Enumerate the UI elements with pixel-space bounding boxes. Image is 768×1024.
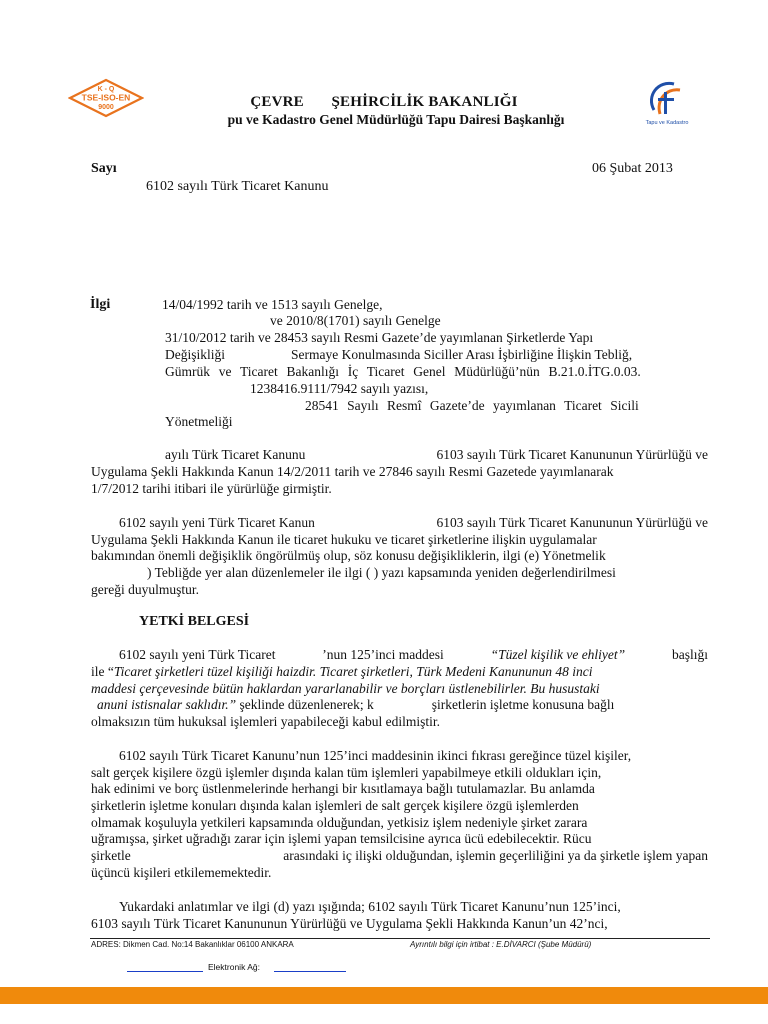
paragraph-3-line: maddesi çerçevesinde bütün haklardan yararlanabilir ve borçları üstlenebilirler. Bu husustaki <box>91 681 600 696</box>
ilgi-item: Sermaye Konulmasında Siciller Arası İşbirliğine İlişkin Tebliğ, <box>291 347 633 362</box>
paragraph-4-line: 6102 sayılı Türk Ticaret Kanunu’nun 125’inci maddesinin ikinci fıkrası gereğince tüzel kişiler, <box>119 748 632 763</box>
paragraph-1-line <box>165 447 708 464</box>
paragraph-3-line <box>97 697 614 714</box>
paragraph-2-line: Uygulama Şekli Hakkında Kanun ile ticaret hukuku ve ticaret şirketlerine ilişkin uygulamalar <box>91 532 597 547</box>
logo-right-caption: Tapu ve Kadastro <box>645 120 689 126</box>
footer-orange-bar <box>0 987 768 1004</box>
ilgi-item: ve 2010/8(1701) sayılı Genelge <box>270 313 441 328</box>
p3-fragment: başlığı <box>671 647 708 662</box>
footer-email-link[interactable] <box>274 971 346 972</box>
footer-email-label: Elektronik Ağ: <box>208 962 260 972</box>
logo-text-line3: 9000 <box>98 104 114 111</box>
p1-fragment: ayılı Türk Ticaret Kanunu <box>165 447 306 462</box>
ministry-title: ÇEVRE ŞEHİRCİLİK BAKANLIĞI <box>250 94 518 110</box>
ilgi-item <box>165 364 708 380</box>
paragraph-2-line: gereği duyulmuştur. <box>91 582 199 597</box>
ilgi-item: 31/10/2012 tarih ve 28453 sayılı Resmi Gazete’de yayımlanan Şirketlerde Yapı <box>165 330 594 345</box>
p3-fragment: Ticaret şirketleri tüzel kişiliği haizdir. Ticaret şirketleri, Türk Medeni Kanununun 48 inci <box>113 664 593 679</box>
paragraph-3-line <box>119 647 708 664</box>
p3-fragment: ’nun 125’inci maddesi <box>322 647 444 662</box>
footer-contact: Ayrıntılı bilgi için irtibat : E.DİVARCI (Şube Müdürü) <box>410 940 592 949</box>
ilgi-item-text: Gümrük ve Ticaret Bakanlığı İç Ticaret Genel Müdürlüğü’nün B.21.0.İTG.0.03. <box>165 364 641 379</box>
logo-text-line2: TSE-ISO-EN <box>81 92 131 103</box>
letter-date: 06 Şubat 2013 <box>592 161 673 176</box>
p3-fragment: 6102 sayılı yeni Türk Ticaret <box>119 647 276 662</box>
ilgi-item: Yönetmeliği <box>165 414 233 429</box>
paragraph-4-line: şirketlerin işletme konuları dışında kalan işlemleri de salt gerçek kişilere özgü işlemlerden <box>91 798 579 813</box>
p2-fragment: 6103 sayılı Türk Ticaret Kanununun Yürürlüğü ve <box>436 515 708 530</box>
paragraph-4-line: uğramışsa, şirket uğradığı zarar için işlemi yapan temsilcisine ayrıca ücü edebilecektir. Rücu <box>91 831 592 846</box>
footer-divider <box>90 938 710 939</box>
p4-fragment: arasındaki iç ilişki olduğundan, işlemin geçerliliğini ya da şirketle işlem yapan <box>283 848 708 863</box>
paragraph-1-line: 1/7/2012 tarihi itibari ile yürürlüğe girmiştir. <box>91 481 332 496</box>
p3-fragment: şirketlerin işletme konusuna bağlı <box>431 697 615 712</box>
paragraph-3-line <box>91 664 708 681</box>
ilgi-item: Değişikliği <box>165 347 225 362</box>
paragraph-4-line: salt gerçek kişilere özgü işlemler dışında kalan tüm işlemleri yapabilmeye etkili oldukları için, <box>91 765 602 780</box>
p3-fragment: “Tüzel kişilik ve ehliyet” <box>490 647 626 662</box>
paragraph-4-line: olmamak koşuluyla yetkileri kapsamında olduğundan, yetkisiz işlem nedeniyle şirket zarara <box>91 815 588 830</box>
paragraph-5-line: 6103 sayılı Türk Ticaret Kanununun Yürürlüğü ve Uygulama Şekli Hakkında Kanun’un 42’nci, <box>91 916 608 931</box>
p3-fragment: anuni istisnalar saklıdır.” <box>97 697 237 712</box>
paragraph-1-line: Uygulama Şekli Hakkında Kanun 14/2/2011 tarih ve 27846 sayılı Resmi Gazetede yayımlanarak <box>91 464 614 479</box>
letter-subject: 6102 sayılı Türk Ticaret Kanunu <box>146 179 329 194</box>
ilgi-item: 14/04/1992 tarih ve 1513 sayılı Genelge, <box>162 297 383 312</box>
paragraph-5-line: Yukardaki anlatımlar ve ilgi (d) yazı ışığında; 6102 sayılı Türk Ticaret Kanunu’nun 125’inci, <box>119 899 621 914</box>
p3-fragment: şeklinde düzenlenerek; k <box>236 697 374 712</box>
ilgi-item: 1238416.9111/7942 sayılı yazısı, <box>250 381 429 396</box>
footer-address: ADRES: Dikmen Cad. No:14 Bakanlıklar 06100 ANKARA <box>91 940 294 949</box>
paragraph-3-line: olmaksızın tüm hukuksal işlemleri yapabileceği kabul edilmiştir. <box>91 714 441 729</box>
p2-fragment: 6102 sayılı yeni Türk Ticaret Kanun <box>119 515 315 530</box>
paragraph-4-line: üçüncü kişileri etkilememektedir. <box>91 865 272 880</box>
paragraph-2-line: ) Tebliğde yer alan düzenlemeler ile ilgi ( ) yazı kapsamında yeniden değerlendirilmesi <box>147 565 616 580</box>
logo-text-line1: K - Q <box>97 86 115 93</box>
p4-fragment: şirketle <box>91 848 131 863</box>
directorate-title: pu ve Kadastro Genel Müdürlüğü Tapu Dairesi Başkanlığı <box>227 112 565 127</box>
sayi-label: Sayı <box>91 161 117 176</box>
paragraph-2-line <box>119 515 708 532</box>
footer-link-placeholder[interactable] <box>127 971 203 972</box>
ilgi-label: İlgi <box>90 297 111 312</box>
p3-fragment: ile “ <box>91 664 114 679</box>
ilgi-item: 28541 Sayılı Resmî Gazete’de yayımlanan Ticaret Sicili <box>305 398 639 413</box>
paragraph-4-line <box>91 848 708 865</box>
paragraph-2-line: bakımından önemli değişiklik öngörülmüş olup, söz konusu değişikliklerin, ilgi (e) Yönetmelik <box>91 548 606 563</box>
p1-fragment: 6103 sayılı Türk Ticaret Kanununun Yürürlüğü ve <box>436 447 708 462</box>
section-heading: YETKİ BELGESİ <box>139 614 250 629</box>
paragraph-4-line: hak edinimi ve borç üstlenmelerinde herhangi bir kısıtlamaya bağlı tutulamazlar. Bu anlamda <box>91 781 595 796</box>
